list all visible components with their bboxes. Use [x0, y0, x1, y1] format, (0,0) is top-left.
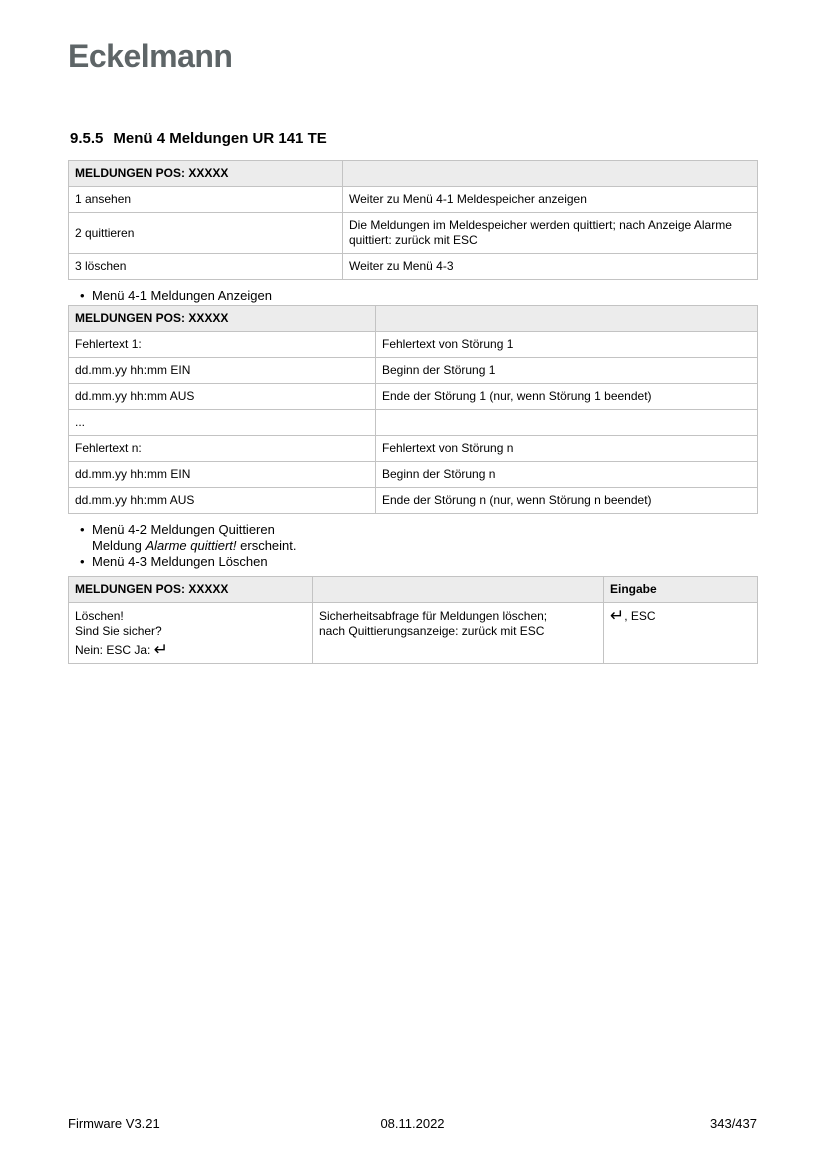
esc-key-label: , ESC — [624, 609, 656, 623]
table-row — [69, 462, 758, 488]
continuation-text: Meldung — [92, 538, 146, 553]
table-header-cell: Eingabe — [604, 577, 758, 603]
table-menu4 — [68, 160, 758, 280]
message-description-cell: Beginn der Störung n — [376, 462, 758, 488]
description-cell — [313, 603, 604, 664]
display-text-cell — [69, 603, 313, 664]
table-row — [69, 603, 758, 664]
table-row — [69, 332, 758, 358]
footer-date: 08.11.2022 — [380, 1116, 445, 1131]
message-description-cell — [376, 410, 758, 436]
description-line: nach Quittierungsanzeige: zurück mit ESC — [319, 624, 545, 638]
input-keys-line — [610, 606, 751, 625]
description-line: Sicherheitsabfrage für Meldungen löschen; — [319, 609, 548, 623]
message-field-cell: dd.mm.yy hh:mm EIN — [69, 358, 376, 384]
menu-option-cell: 2 quittieren — [69, 213, 343, 254]
continuation-text: erscheint. — [236, 538, 297, 553]
message-description-cell: Fehlertext von Störung 1 — [376, 332, 758, 358]
section-number: 9.5.5 — [70, 130, 104, 147]
message-name-italic: Alarme quittiert! — [145, 538, 237, 553]
bullet-menu-4-2 — [68, 522, 757, 537]
table-row — [69, 187, 758, 213]
table-menu4-1 — [68, 305, 758, 514]
menu-description-cell: Die Meldungen im Meldespeicher werden quittiert; nach Anzeige Alarme quittiert: zurück mit ESC — [343, 213, 758, 254]
page-content — [68, 160, 757, 664]
table-row — [69, 254, 758, 280]
menu-description-cell: Weiter zu Menü 4-1 Meldespeicher anzeigen — [343, 187, 758, 213]
message-field-cell: ... — [69, 410, 376, 436]
footer-page-number: 343/437 — [710, 1116, 757, 1131]
display-line: Löschen! — [75, 609, 124, 623]
message-field-cell: dd.mm.yy hh:mm EIN — [69, 462, 376, 488]
table-header-cell — [313, 577, 604, 603]
table-row — [69, 213, 758, 254]
table-row — [69, 436, 758, 462]
table-row — [69, 358, 758, 384]
message-description-cell: Fehlertext von Störung n — [376, 436, 758, 462]
bullet-menu-4-2-continuation — [68, 538, 757, 553]
table-header-row — [69, 306, 758, 332]
bullet-icon: • — [80, 522, 85, 537]
bullet-icon: • — [80, 554, 85, 569]
bullet-label: Menü 4-2 Meldungen Quittieren — [92, 522, 275, 537]
menu-option-cell: 1 ansehen — [69, 187, 343, 213]
table-row — [69, 488, 758, 514]
confirm-text: Nein: ESC Ja: — [75, 643, 154, 657]
enter-key-icon: ↵ — [153, 640, 168, 659]
table-header-cell: MELDUNGEN POS: XXXXX — [69, 577, 313, 603]
message-description-cell: Ende der Störung 1 (nur, wenn Störung 1 beendet) — [376, 384, 758, 410]
table-header-row — [69, 577, 758, 603]
bullet-list — [68, 522, 757, 569]
message-field-cell: dd.mm.yy hh:mm AUS — [69, 384, 376, 410]
footer-firmware-version: Firmware V3.21 — [68, 1116, 160, 1131]
page-footer — [68, 1116, 757, 1134]
eckelmann-logo: Eckelmann — [68, 38, 233, 74]
input-keys-cell — [604, 603, 758, 664]
table-header-cell — [343, 161, 758, 187]
table-header-cell — [376, 306, 758, 332]
table-row — [69, 384, 758, 410]
menu-option-cell: 3 löschen — [69, 254, 343, 280]
message-field-cell: dd.mm.yy hh:mm AUS — [69, 488, 376, 514]
section-title: Menü 4 Meldungen UR 141 TE — [113, 130, 327, 147]
bullet-label: Menü 4-1 Meldungen Anzeigen — [92, 288, 272, 303]
display-line — [75, 640, 306, 659]
table-header-cell: MELDUNGEN POS: XXXXX — [69, 161, 343, 187]
message-field-cell: Fehlertext n: — [69, 436, 376, 462]
bullet-menu-4-1 — [68, 288, 757, 303]
message-field-cell: Fehlertext 1: — [69, 332, 376, 358]
message-description-cell: Ende der Störung n (nur, wenn Störung n beendet) — [376, 488, 758, 514]
section-heading — [70, 130, 327, 147]
enter-key-icon: ↵ — [610, 606, 625, 625]
table-menu4-3 — [68, 576, 758, 664]
display-line: Sind Sie sicher? — [75, 624, 162, 638]
table-header-cell: MELDUNGEN POS: XXXXX — [69, 306, 376, 332]
bullet-label: Menü 4-3 Meldungen Löschen — [92, 554, 268, 569]
menu-description-cell: Weiter zu Menü 4-3 — [343, 254, 758, 280]
table-header-row — [69, 161, 758, 187]
bullet-icon: • — [80, 288, 85, 303]
bullet-menu-4-3 — [68, 554, 757, 569]
message-description-cell: Beginn der Störung 1 — [376, 358, 758, 384]
table-row — [69, 410, 758, 436]
